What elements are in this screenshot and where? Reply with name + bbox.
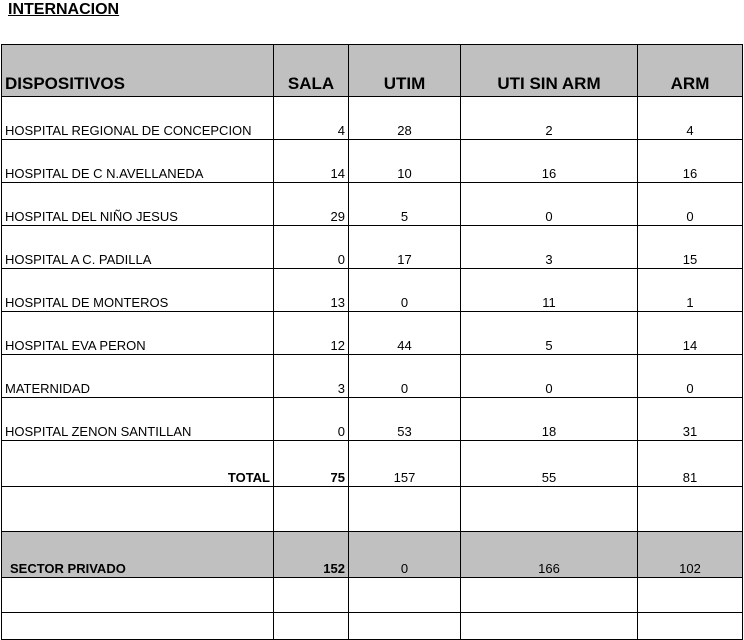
arm-cell[interactable]: 31 xyxy=(638,398,743,441)
uti-sin-arm-cell[interactable]: 16 xyxy=(461,140,638,183)
arm-cell[interactable]: 4 xyxy=(638,97,743,140)
sala-cell[interactable]: 14 xyxy=(274,140,349,183)
arm-cell[interactable]: 16 xyxy=(638,140,743,183)
device-name[interactable]: HOSPITAL A C. PADILLA xyxy=(2,226,274,269)
table-row xyxy=(2,312,743,355)
arm-cell[interactable]: 14 xyxy=(638,312,743,355)
empty-cell[interactable] xyxy=(461,613,638,640)
column-header-dispositivos[interactable]: DISPOSITIVOS xyxy=(2,45,274,97)
sala-cell[interactable]: 4 xyxy=(274,97,349,140)
sala-cell[interactable]: 0 xyxy=(274,226,349,269)
sala-cell[interactable]: 3 xyxy=(274,355,349,398)
empty-cell[interactable] xyxy=(349,613,461,640)
utim-cell[interactable]: 0 xyxy=(349,355,461,398)
uti-sin-arm-cell[interactable]: 11 xyxy=(461,269,638,312)
arm-cell[interactable]: 0 xyxy=(638,183,743,226)
device-name[interactable]: HOSPITAL DE MONTEROS xyxy=(2,269,274,312)
empty-cell[interactable] xyxy=(274,487,349,532)
device-name[interactable]: HOSPITAL DE C N.AVELLANEDA xyxy=(2,140,274,183)
empty-cell[interactable] xyxy=(461,578,638,613)
empty-cell[interactable] xyxy=(2,487,274,532)
utim-cell[interactable]: 0 xyxy=(349,269,461,312)
empty-cell[interactable] xyxy=(2,578,274,613)
uti-sin-arm-cell[interactable]: 3 xyxy=(461,226,638,269)
private-utim[interactable]: 0 xyxy=(349,532,461,578)
utim-cell[interactable]: 28 xyxy=(349,97,461,140)
private-label[interactable]: SECTOR PRIVADO xyxy=(2,532,274,578)
table-row xyxy=(2,226,743,269)
empty-cell[interactable] xyxy=(274,613,349,640)
utim-cell[interactable]: 53 xyxy=(349,398,461,441)
sala-cell[interactable]: 0 xyxy=(274,398,349,441)
total-label[interactable]: TOTAL xyxy=(2,441,274,487)
uti-sin-arm-cell[interactable]: 5 xyxy=(461,312,638,355)
empty-cell[interactable] xyxy=(638,487,743,532)
uti-sin-arm-cell[interactable]: 0 xyxy=(461,183,638,226)
table-row xyxy=(2,355,743,398)
table-row xyxy=(2,398,743,441)
table-row xyxy=(2,140,743,183)
table-row xyxy=(2,97,743,140)
header-row xyxy=(2,45,743,97)
empty-cell[interactable] xyxy=(274,578,349,613)
device-name[interactable]: HOSPITAL ZENON SANTILLAN xyxy=(2,398,274,441)
column-header-sala[interactable]: SALA xyxy=(274,45,349,97)
sala-cell[interactable]: 29 xyxy=(274,183,349,226)
private-arm[interactable]: 102 xyxy=(638,532,743,578)
empty-cell[interactable] xyxy=(349,578,461,613)
empty-cell[interactable] xyxy=(461,487,638,532)
private-sala[interactable]: 152 xyxy=(274,532,349,578)
private-sector-row xyxy=(2,532,743,578)
empty-row xyxy=(2,487,743,532)
private-uti-sin-arm[interactable]: 166 xyxy=(461,532,638,578)
uti-sin-arm-cell[interactable]: 2 xyxy=(461,97,638,140)
empty-cell[interactable] xyxy=(638,578,743,613)
uti-sin-arm-cell[interactable]: 0 xyxy=(461,355,638,398)
sheet-title: INTERNACION xyxy=(8,1,120,18)
sala-cell[interactable]: 13 xyxy=(274,269,349,312)
sala-cell[interactable]: 12 xyxy=(274,312,349,355)
total-arm[interactable]: 81 xyxy=(638,441,743,487)
table-row xyxy=(2,183,743,226)
total-utim[interactable]: 157 xyxy=(349,441,461,487)
arm-cell[interactable]: 15 xyxy=(638,226,743,269)
column-header-arm[interactable]: ARM xyxy=(638,45,743,97)
device-name[interactable]: MATERNIDAD xyxy=(2,355,274,398)
utim-cell[interactable]: 10 xyxy=(349,140,461,183)
internacion-table xyxy=(1,44,743,640)
total-uti-sin-arm[interactable]: 55 xyxy=(461,441,638,487)
total-sala[interactable]: 75 xyxy=(274,441,349,487)
column-header-uti-sin-arm[interactable]: UTI SIN ARM xyxy=(461,45,638,97)
empty-cell[interactable] xyxy=(349,487,461,532)
uti-sin-arm-cell[interactable]: 18 xyxy=(461,398,638,441)
empty-row xyxy=(2,578,743,613)
utim-cell[interactable]: 5 xyxy=(349,183,461,226)
column-header-utim[interactable]: UTIM xyxy=(349,45,461,97)
utim-cell[interactable]: 44 xyxy=(349,312,461,355)
device-name[interactable]: HOSPITAL DEL NIÑO JESUS xyxy=(2,183,274,226)
empty-cell[interactable] xyxy=(2,613,274,640)
device-name[interactable]: HOSPITAL REGIONAL DE CONCEPCION xyxy=(2,97,274,140)
device-name[interactable]: HOSPITAL EVA PERON xyxy=(2,312,274,355)
empty-row xyxy=(2,613,743,640)
arm-cell[interactable]: 1 xyxy=(638,269,743,312)
table-row xyxy=(2,269,743,312)
arm-cell[interactable]: 0 xyxy=(638,355,743,398)
empty-cell[interactable] xyxy=(638,613,743,640)
total-row xyxy=(2,441,743,487)
utim-cell[interactable]: 17 xyxy=(349,226,461,269)
